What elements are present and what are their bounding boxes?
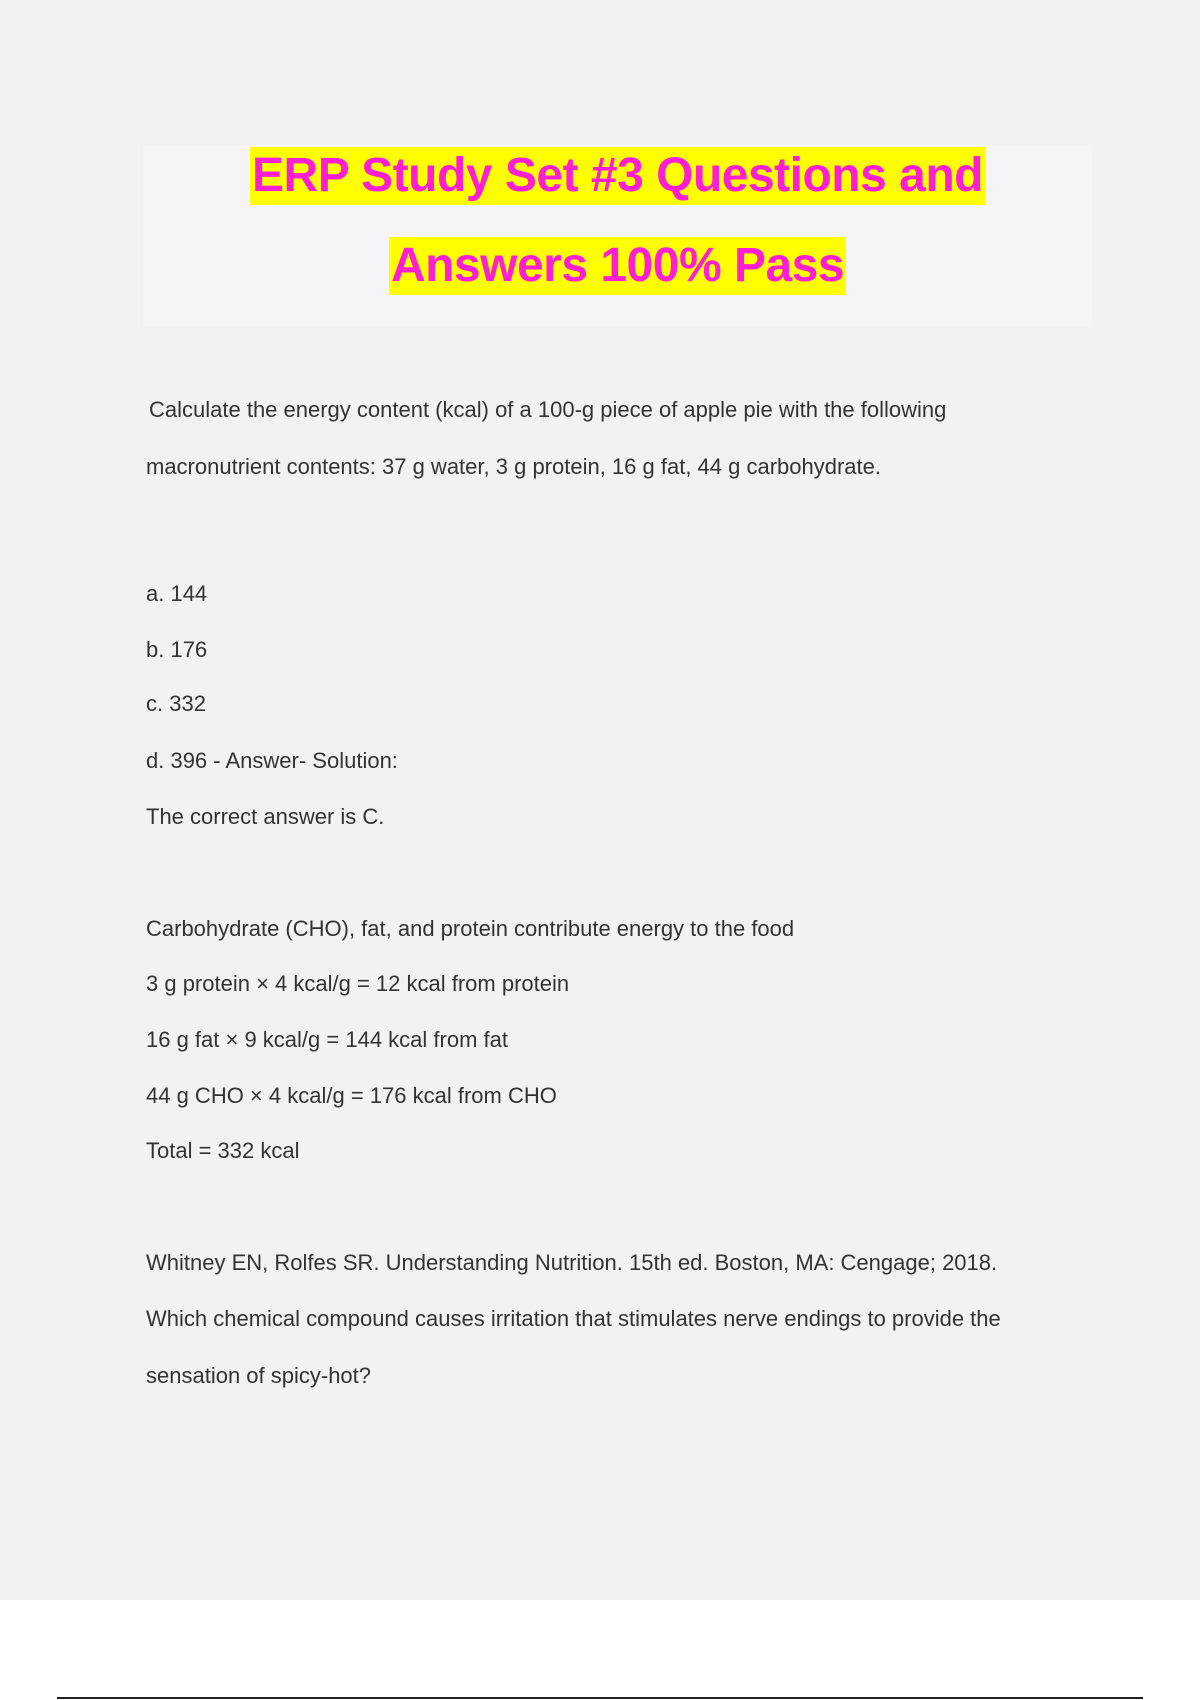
explanation-line-4: 44 g CHO × 4 kcal/g = 176 kcal from CHO	[146, 1083, 557, 1108]
question-1-stem-line-2: macronutrient contents: 37 g water, 3 g protein, 16 g fat, 44 g carbohydrate.	[146, 454, 882, 479]
title-block	[143, 145, 1092, 327]
correct-answer: The correct answer is C.	[146, 804, 385, 829]
document-title-line-1: ERP Study Set #3 Questions and	[250, 147, 985, 205]
option-c: c. 332	[146, 691, 206, 716]
explanation-line-3: 16 g fat × 9 kcal/g = 144 kcal from fat	[146, 1027, 508, 1052]
footer-divider	[57, 1697, 1143, 1699]
option-d: d. 396 - Answer- Solution:	[146, 748, 398, 773]
option-b: b. 176	[146, 637, 208, 662]
explanation-line-1: Carbohydrate (CHO), fat, and protein contribute energy to the food	[146, 916, 795, 941]
question-1-stem-line-1: Calculate the energy content (kcal) of a 100-g piece of apple pie with the following	[149, 397, 947, 422]
document-title-line-2: Answers 100% Pass	[389, 237, 846, 295]
explanation-line-2: 3 g protein × 4 kcal/g = 12 kcal from protein	[146, 971, 570, 996]
reference-citation: Whitney EN, Rolfes SR. Understanding Nutrition. 15th ed. Boston, MA: Cengage; 2018.	[146, 1250, 998, 1275]
option-a: a. 144	[146, 581, 208, 606]
explanation-total: Total = 332 kcal	[146, 1138, 300, 1163]
question-2-stem-line-2: sensation of spicy-hot?	[146, 1363, 372, 1388]
question-2-stem-line-1: Which chemical compound causes irritation that stimulates nerve endings to provide the	[146, 1306, 1001, 1331]
